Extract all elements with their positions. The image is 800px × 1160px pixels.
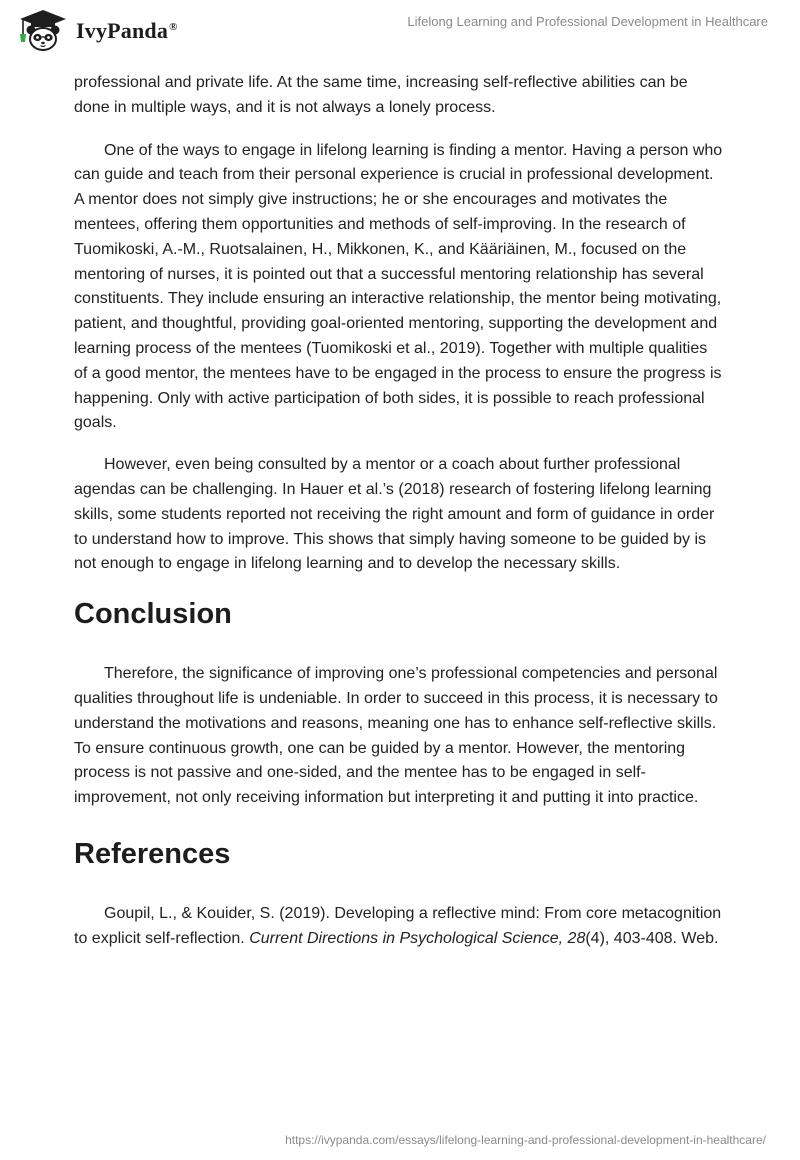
conclusion-heading: Conclusion bbox=[74, 598, 232, 631]
essay-content bbox=[74, 68, 724, 952]
reference-item bbox=[74, 902, 724, 952]
conclusion-paragraph: Therefore, the significance of improving one’s professional competencies and personal qualities throughout life is undeniable. In order to succeed in this process, it is necessary to understand the motivations and reasons, meaning one has to enhance self-reflective skills. To ensure continuous growth, one can be guided by a mentor. However, the mentoring process is not passive and one-sided, and the mentee has to be engaged in self-improvement, not only receiving information but interpreting it and putting it into practice. bbox=[74, 665, 718, 807]
panda-graduation-cap-icon bbox=[14, 8, 72, 54]
body-paragraph: One of the ways to engage in lifelong learning is finding a mentor. Having a person who can guide and teach from their personal experience is crucial in professional development. A mentor does not simply give instructions; he or she encourages and motivates the mentees, offering them opportunities and methods of self-improving. In the research of Tuomikoski, A.-M., Ruotsalainen, H., Mikkonen, K., and Kääriäinen, M., focused on the mentoring of nurses, it is pointed out that a successful mentoring relationship has several constituents. They include ensuring an interactive relationship, the mentor being motivating, patient, and thoughtful, providing goal-oriented mentoring, supporting the development and learning process of the mentees (Tuomikoski et al., 2019). Together with multiple qualities of a good mentor, the mentees have to be engaged in the process to ensure the progress is happening. Only with active participation of both sides, it is possible to reach professional goals. bbox=[74, 141, 723, 432]
source-url-link[interactable]: https://ivypanda.com/essays/lifelong-learning-and-professional-development-in-healthcare/ bbox=[285, 1133, 766, 1147]
brand-logo[interactable] bbox=[14, 8, 178, 54]
references-heading: References bbox=[74, 837, 231, 870]
reference-journal: Current Directions in Psychological Science, 28 bbox=[249, 929, 586, 947]
brand-name: IvyPanda® bbox=[76, 18, 178, 43]
reference-issue-pages: (4), 403-408. Web. bbox=[585, 929, 719, 947]
body-paragraph: professional and private life. At the same time, increasing self-reflective abilities can be done in multiple ways, and it is not always a lonely process. bbox=[74, 74, 688, 116]
reference-authors-title: Goupil, L., & Kouider, S. (2019). Developing a reflective mind: From core metacognition to explicit self-reflection. bbox=[74, 904, 722, 947]
page-header bbox=[0, 0, 800, 64]
body-paragraph: However, even being consulted by a mentor or a coach about further professional agendas can be challenging. In Hauer et al.’s (2018) research of fostering lifelong learning skills, some students reported not receiving the right amount and form of guidance in order to understand how to improve. This shows that simply having someone to be guided by is not enough to engage in lifelong learning and to develop the necessary skills. bbox=[74, 456, 715, 573]
document-title: Lifelong Learning and Professional Development in Healthcare bbox=[407, 14, 768, 29]
